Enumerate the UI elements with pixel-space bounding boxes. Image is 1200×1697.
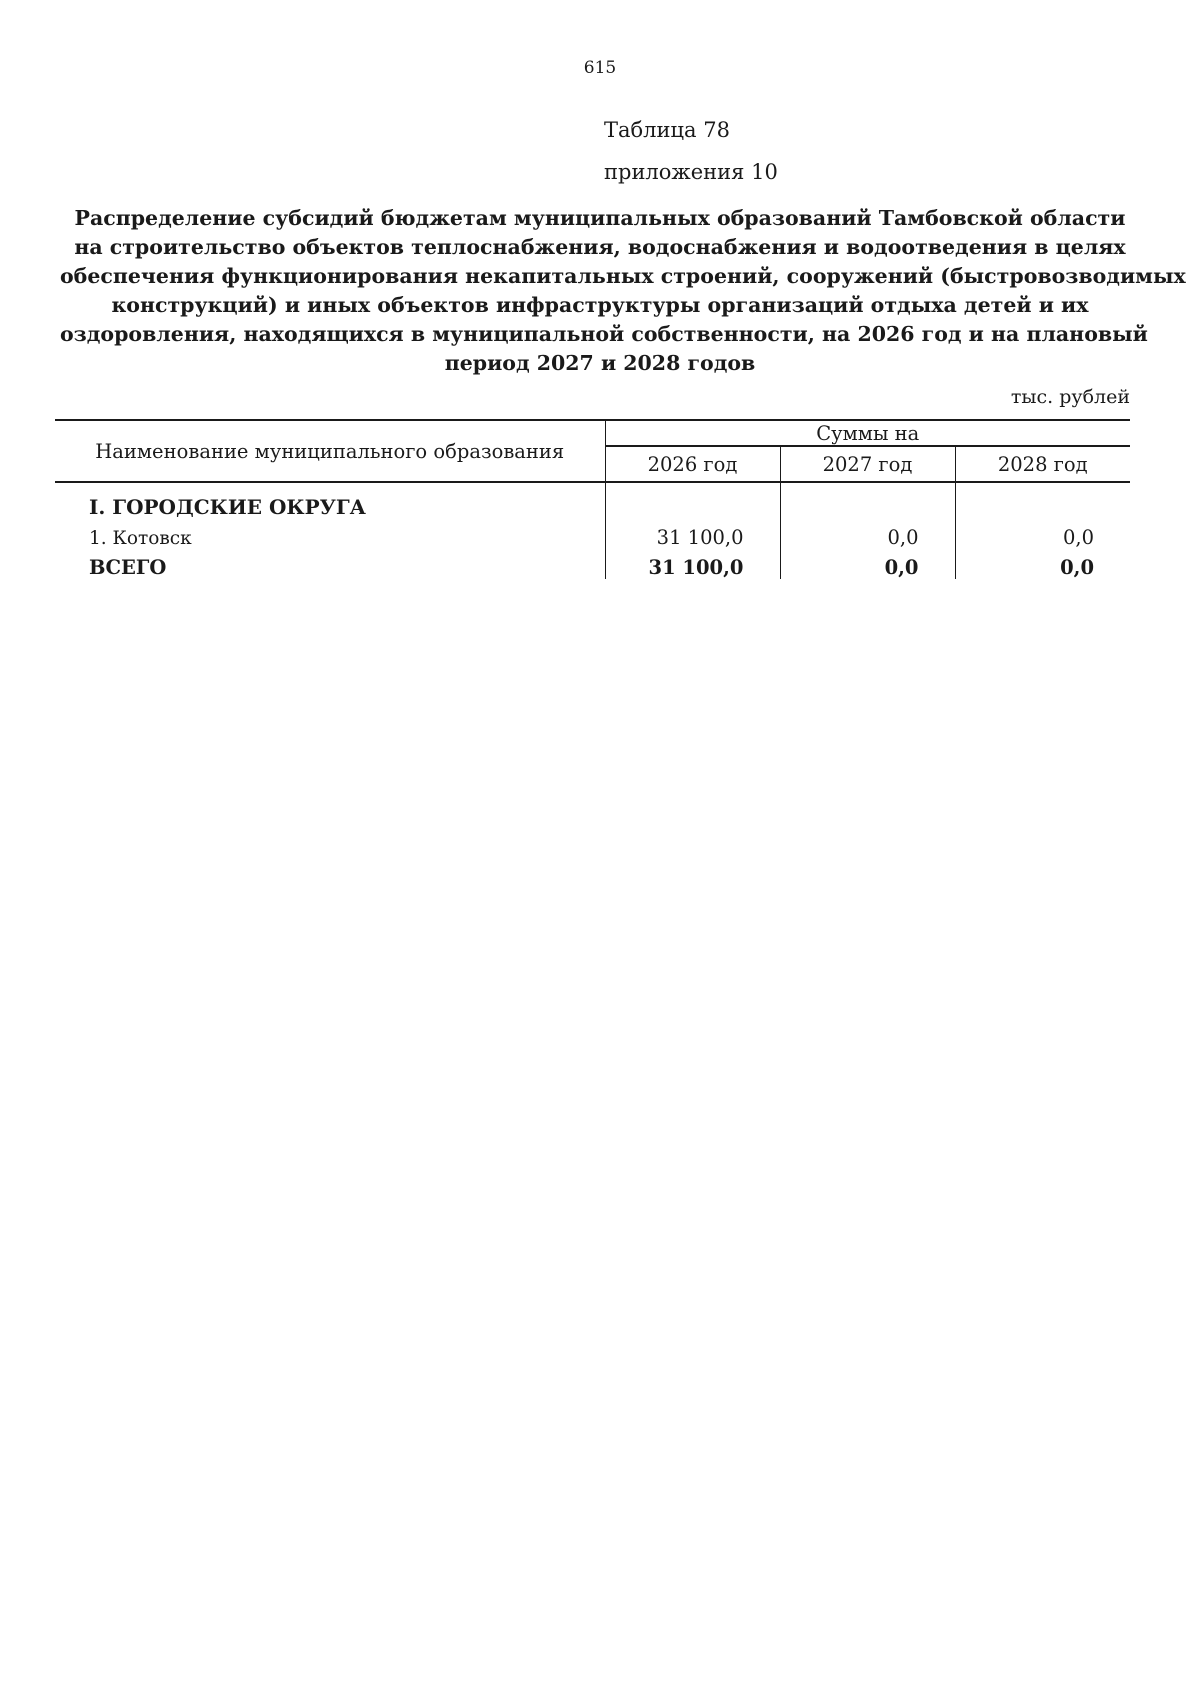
title-line: период 2027 и 2028 годов [444,351,756,375]
title-line: оздоровления, находящихся в муниципальной собственности, на 2026 год и на плановый [60,322,1148,346]
table-row-total [55,549,1130,579]
header-year-2027: 2027 год [780,446,955,482]
spacer-row [55,482,1130,489]
value-2027: 0,0 [780,519,955,549]
group-label: I. ГОРОДСКИЕ ОКРУГА [55,489,605,519]
title-line: обеспечения функционирования некапитальных строений, сооружений (быстровозводимых [60,264,1186,288]
title-line: конструкций) и иных объектов инфраструктуры организаций отдыха детей и их [111,293,1089,317]
page-number: 615 [583,58,617,78]
value-2028: 0,0 [1063,526,1095,549]
units-label: тыс. рублей [1010,386,1130,408]
title-line: на строительство объектов теплоснабжения, водоснабжения и водоотведения в целях [74,235,1126,259]
total-label: ВСЕГО [55,549,605,579]
title-line: Распределение субсидий бюджетам муниципальных образований Тамбовской области [74,206,1126,230]
municipality-name: 1. Котовск [55,519,605,549]
document-title [60,204,1186,378]
header-year-2028: 2028 год [997,452,1088,476]
table-row [55,519,1130,549]
value-2026: 31 100,0 [605,519,780,549]
header-year-2026: 2026 год [605,446,780,482]
header-sums-label: Суммы на [605,420,1130,446]
table-row-group [55,489,1130,519]
appendix-label: приложения 10 [604,160,778,184]
header-name-column: Наименование муниципального образования [55,420,605,482]
total-2028: 0,0 [1060,556,1095,579]
total-2026: 31 100,0 [605,549,780,579]
subsidy-table [55,419,1130,579]
total-2027: 0,0 [780,549,955,579]
table-number-label: Таблица 78 [604,118,730,142]
